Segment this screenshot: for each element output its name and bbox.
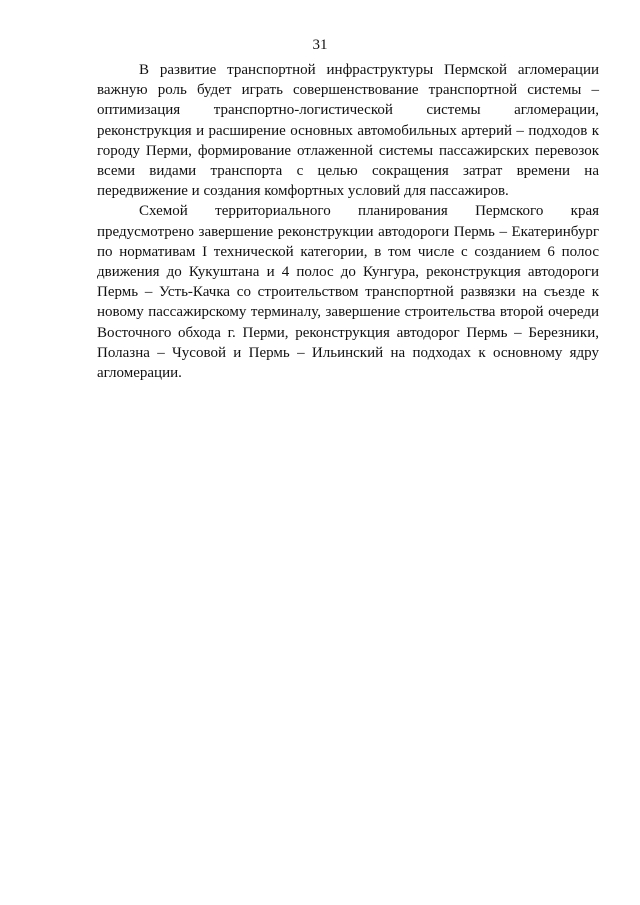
paragraph-transport-infrastructure: В развитие транспортной инфраструктуры Пермской агломерации важную роль будет играть совершенствование транспортной системы – оптимизация транспортно-логистической системы агломерации, реконструкция и расширение основных автомобильных артерий – подходов к городу Перми, формирование отлаженной системы пассажирских перевозок всеми видами транспорта с целью сокращения затрат времени на передвижение и создания комфортных условий для пассажиров. <box>97 62 599 200</box>
body-text <box>97 60 599 383</box>
paragraph-territorial-planning: Схемой территориального планирования Пермского края предусмотрено завершение реконструкции автодороги Пермь – Екатеринбург по нормативам I технической категории, в том числе с созданием 6 полос движения до Кукуштана и 4 полос до Кунгура, реконструкция автодороги Пермь – Усть-Качка со строительством транспортной развязки на съезде к новому пассажирскому терминалу, завершение строительства второй очереди Восточного обхода г. Перми, реконструкция автодорог Пермь – Березники, Полазна – Чусовой и Пермь – Ильинский на подходах к основному ядру агломерации. <box>97 203 599 382</box>
page-number: 31 <box>312 37 328 53</box>
